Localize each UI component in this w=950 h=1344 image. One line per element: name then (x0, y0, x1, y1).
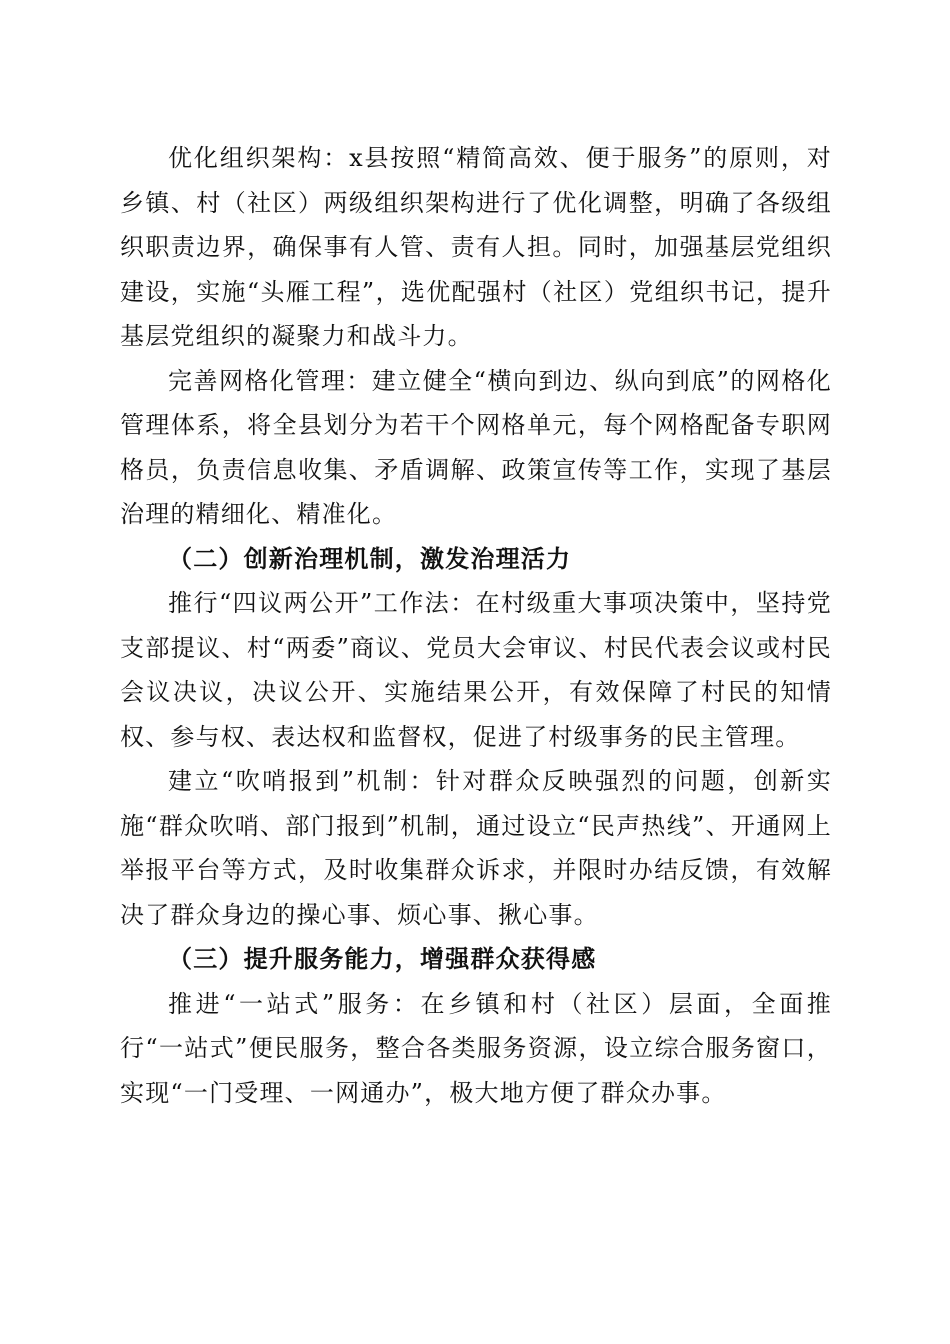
paragraph-organization-structure: 优化组织架构：x县按照“精简高效、便于服务”的原则，对乡镇、村（社区）两级组织架构进行了优化调整，明确了各级组织职责边界，确保事有人管、责有人担。同时，加强基层党组织建设，实施“头雁工程”，选优配强村（社区）党组织书记，提升基层党组织的凝聚力和战斗力。 (120, 144, 832, 350)
paragraph-grid-management: 完善网格化管理：建立健全“横向到边、纵向到底”的网格化管理体系，将全县划分为若干个网格单元，每个网格配备专职网格员，负责信息收集、矛盾调解、政策宣传等工作，实现了基层治理的精细化、精准化。 (120, 366, 832, 528)
section-heading-2: （二）创新治理机制，激发治理活力 (168, 543, 572, 573)
paragraph-four-discussions: 推行“四议两公开”工作法：在村级重大事项决策中，坚持党支部提议、村“两委”商议、党员大会审议、村民代表会议或村民会议决议，决议公开、实施结果公开，有效保障了村民的知情权、参与权、表达权和监督权，促进了村级事务的民主管理。 (120, 589, 832, 751)
paragraph-whistle-reporting: 建立“吹哨报到”机制：针对群众反映强烈的问题，创新实施“群众吹哨、部门报到”机制，通过设立“民声热线”、开通网上举报平台等方式，及时收集群众诉求，并限时办结反馈，有效解决了群众身边的操心事、烦心事、揪心事。 (120, 767, 832, 929)
paragraph-one-stop-service: 推进“一站式”服务：在乡镇和村（社区）层面，全面推行“一站式”便民服务，整合各类服务资源，设立综合服务窗口，实现“一门受理、一网通办”，极大地方便了群众办事。 (120, 989, 832, 1107)
section-heading-3: （三）提升服务能力，增强群众获得感 (168, 944, 597, 973)
document-body (120, 136, 832, 1115)
